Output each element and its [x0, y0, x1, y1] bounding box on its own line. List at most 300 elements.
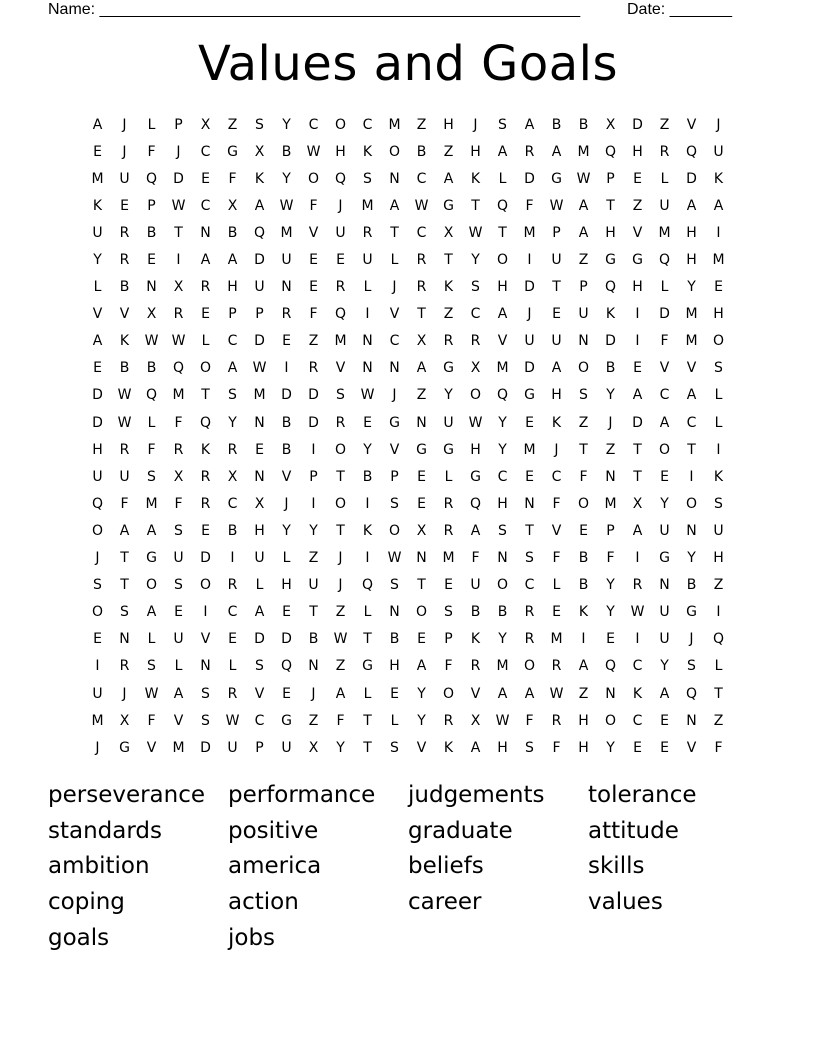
grid-letter: U	[308, 577, 319, 594]
grid-letter: N	[254, 414, 265, 431]
grid-letter: R	[659, 143, 670, 160]
grid-letter: B	[686, 577, 697, 594]
grid-letter: H	[551, 387, 562, 404]
grid-letter: T	[390, 224, 399, 241]
grid-letter: R	[119, 658, 130, 675]
grid-letter: Y	[282, 522, 291, 539]
grid-letter: G	[146, 550, 157, 567]
grid-letter: C	[632, 712, 643, 729]
grid-letter: R	[173, 441, 184, 458]
grid-letter: Q	[145, 170, 158, 187]
grid-letter: M	[550, 631, 563, 648]
grid-row	[84, 545, 732, 572]
grid-letter: H	[389, 658, 400, 675]
grid-letter: I	[311, 441, 316, 458]
grid-letter: W	[495, 712, 510, 729]
grid-letter: W	[144, 685, 159, 702]
word-bank-item: ambition	[48, 853, 150, 880]
grid-letter: B	[227, 224, 238, 241]
grid-letter: F	[174, 495, 183, 512]
grid-letter: E	[174, 604, 183, 621]
grid-letter: L	[714, 658, 723, 675]
grid-letter: H	[713, 550, 724, 567]
grid-letter: A	[92, 116, 103, 133]
grid-letter: U	[281, 252, 292, 269]
grid-letter: Q	[469, 495, 482, 512]
grid-letter: N	[416, 414, 427, 431]
grid-letter: M	[145, 495, 158, 512]
grid-letter: A	[578, 658, 589, 675]
grid-letter: A	[416, 658, 427, 675]
grid-letter: I	[635, 550, 640, 567]
grid-letter: O	[91, 522, 104, 539]
grid-letter: D	[281, 631, 292, 648]
grid-letter: H	[254, 522, 265, 539]
grid-letter: O	[577, 495, 590, 512]
word-bank-item: action	[228, 889, 299, 916]
grid-letter: L	[93, 279, 102, 296]
grid-letter: R	[119, 252, 130, 269]
grid-letter: O	[388, 522, 401, 539]
grid-letter: M	[523, 441, 536, 458]
grid-letter: O	[523, 658, 536, 675]
grid-letter: S	[714, 495, 723, 512]
grid-letter: N	[146, 279, 157, 296]
grid-letter: U	[92, 224, 103, 241]
grid-letter: M	[388, 116, 401, 133]
grid-letter: T	[336, 468, 345, 485]
grid-letter: O	[388, 143, 401, 160]
grid-letter: A	[713, 197, 724, 214]
grid-letter: A	[389, 197, 400, 214]
grid-letter: C	[254, 712, 265, 729]
grid-letter: E	[255, 441, 264, 458]
grid-letter: M	[442, 550, 455, 567]
grid-letter: E	[417, 495, 426, 512]
grid-letter: C	[227, 333, 238, 350]
grid-letter: M	[91, 712, 104, 729]
grid-letter: E	[309, 279, 318, 296]
grid-letter: A	[524, 116, 535, 133]
grid-letter: W	[549, 685, 564, 702]
grid-letter: B	[119, 279, 130, 296]
grid-letter: V	[470, 685, 481, 702]
grid-letter: A	[416, 360, 427, 377]
grid-letter: U	[173, 550, 184, 567]
grid-letter: E	[633, 739, 642, 756]
grid-letter: X	[146, 306, 157, 323]
grid-letter: E	[201, 170, 210, 187]
grid-letter: T	[525, 522, 534, 539]
grid-letter: X	[227, 197, 238, 214]
word-bank-item: perseverance	[48, 782, 206, 808]
grid-letter: Y	[498, 414, 507, 431]
grid-letter: Z	[308, 333, 319, 350]
grid-letter: K	[443, 739, 454, 756]
grid-letter: S	[363, 170, 372, 187]
grid-letter: P	[606, 522, 615, 539]
grid-letter: H	[227, 279, 238, 296]
grid-letter: A	[686, 197, 697, 214]
grid-letter: L	[498, 170, 507, 187]
grid-letter: F	[552, 495, 561, 512]
grid-row	[84, 680, 732, 707]
grid-letter: A	[470, 522, 481, 539]
grid-letter: B	[578, 116, 589, 133]
grid-letter: C	[416, 170, 427, 187]
grid-letter: S	[93, 577, 102, 594]
grid-letter: Y	[444, 387, 453, 404]
grid-letter: N	[524, 495, 535, 512]
grid-letter: J	[122, 143, 127, 160]
grid-letter: A	[335, 685, 346, 702]
grid-letter: L	[147, 631, 156, 648]
grid-letter: Y	[336, 739, 345, 756]
grid-letter: O	[577, 360, 590, 377]
grid-letter: R	[119, 224, 130, 241]
grid-letter: J	[392, 279, 397, 296]
grid-letter: Z	[227, 116, 238, 133]
grid-letter: X	[470, 712, 481, 729]
grid-letter: W	[144, 333, 159, 350]
grid-letter: U	[659, 522, 670, 539]
grid-letter: Q	[685, 143, 698, 160]
grid-letter: F	[147, 441, 156, 458]
grid-letter: N	[578, 333, 589, 350]
grid-letter: O	[496, 577, 509, 594]
grid-letter: K	[254, 170, 265, 187]
grid-letter: A	[578, 197, 589, 214]
grid-letter: D	[524, 170, 535, 187]
grid-letter: U	[443, 414, 454, 431]
grid-letter: L	[552, 577, 561, 594]
grid-row	[84, 707, 732, 734]
grid-letter: V	[173, 712, 184, 729]
grid-letter: R	[281, 306, 292, 323]
grid-letter: R	[632, 577, 643, 594]
grid-letter: H	[578, 712, 589, 729]
grid-row	[84, 355, 732, 382]
grid-letter: Y	[309, 522, 318, 539]
grid-letter: E	[525, 468, 534, 485]
grid-letter: H	[632, 143, 643, 160]
grid-letter: S	[390, 495, 399, 512]
grid-letter: U	[524, 333, 535, 350]
grid-letter: R	[443, 495, 454, 512]
grid-letter: D	[92, 387, 103, 404]
name-line: Name: ______________________________________________________	[48, 1, 581, 18]
grid-letter: R	[443, 522, 454, 539]
grid-letter: Q	[604, 143, 617, 160]
grid-letter: C	[308, 116, 319, 133]
grid-letter: O	[496, 252, 509, 269]
grid-letter: Q	[91, 495, 104, 512]
grid-letter: W	[279, 197, 294, 214]
grid-letter: R	[416, 279, 427, 296]
grid-letter: K	[200, 441, 211, 458]
grid-row	[84, 219, 732, 246]
grid-letter: A	[443, 170, 454, 187]
grid-letter: G	[119, 739, 130, 756]
grid-letter: F	[552, 739, 561, 756]
grid-letter: A	[632, 387, 643, 404]
grid-letter: E	[444, 577, 453, 594]
grid-letter: K	[470, 631, 481, 648]
grid-letter: V	[92, 306, 103, 323]
grid-letter: U	[92, 685, 103, 702]
word-bank	[48, 778, 768, 956]
grid-letter: K	[362, 143, 373, 160]
grid-letter: Q	[280, 658, 293, 675]
grid-letter: G	[470, 468, 481, 485]
grid-letter: E	[390, 685, 399, 702]
grid-letter: O	[685, 495, 698, 512]
grid-letter: F	[120, 495, 129, 512]
grid-letter: V	[686, 116, 697, 133]
grid-letter: E	[660, 468, 669, 485]
grid-letter: T	[471, 197, 480, 214]
grid-letter: N	[119, 631, 130, 648]
grid-letter: J	[716, 116, 721, 133]
grid-letter: S	[498, 522, 507, 539]
grid-letter: D	[686, 170, 697, 187]
grid-letter: Y	[606, 739, 615, 756]
grid-letter: D	[281, 387, 292, 404]
grid-letter: Y	[606, 604, 615, 621]
grid-letter: U	[713, 143, 724, 160]
grid-letter: E	[282, 333, 291, 350]
grid-letter: R	[443, 333, 454, 350]
grid-letter: J	[527, 306, 532, 323]
grid-letter: O	[199, 577, 212, 594]
grid-letter: B	[119, 360, 130, 377]
grid-letter: R	[470, 333, 481, 350]
grid-letter: Y	[660, 658, 669, 675]
grid-letter: L	[282, 550, 291, 567]
grid-letter: V	[389, 441, 400, 458]
grid-letter: G	[632, 252, 643, 269]
grid-letter: P	[552, 224, 561, 241]
grid-letter: I	[365, 495, 370, 512]
grid-letter: Z	[308, 550, 319, 567]
grid-letter: P	[444, 631, 453, 648]
grid-letter: H	[686, 224, 697, 241]
grid-letter: U	[119, 468, 130, 485]
grid-letter: L	[147, 414, 156, 431]
date-line: Date: _______	[627, 1, 732, 18]
grid-letter: O	[91, 604, 104, 621]
grid-letter: N	[281, 279, 292, 296]
grid-letter: Z	[713, 712, 724, 729]
grid-letter: M	[577, 143, 590, 160]
grid-letter: J	[122, 685, 127, 702]
grid-letter: E	[147, 252, 156, 269]
grid-letter: T	[579, 441, 588, 458]
grid-row	[84, 192, 732, 219]
grid-letter: L	[363, 279, 372, 296]
grid-letter: D	[605, 333, 616, 350]
grid-letter: U	[254, 279, 265, 296]
grid-letter: X	[605, 116, 616, 133]
grid-letter: Y	[363, 441, 372, 458]
grid-letter: Q	[334, 306, 347, 323]
grid-letter: O	[442, 685, 455, 702]
grid-letter: E	[660, 739, 669, 756]
grid-letter: N	[686, 712, 697, 729]
grid-letter: J	[176, 143, 181, 160]
grid-letter: F	[309, 306, 318, 323]
grid-letter: N	[362, 360, 373, 377]
grid-letter: I	[635, 333, 640, 350]
grid-letter: Q	[334, 170, 347, 187]
grid-letter: N	[605, 685, 616, 702]
grid-letter: E	[525, 414, 534, 431]
grid-letter: D	[254, 333, 265, 350]
grid-letter: S	[687, 658, 696, 675]
grid-letter: X	[470, 360, 481, 377]
grid-letter: U	[92, 468, 103, 485]
grid-letter: B	[605, 360, 616, 377]
grid-letter: X	[443, 224, 454, 241]
grid-letter: C	[632, 658, 643, 675]
grid-letter: W	[468, 414, 483, 431]
grid-letter: T	[336, 522, 345, 539]
grid-letter: H	[713, 306, 724, 323]
grid-letter: M	[685, 333, 698, 350]
grid-letter: Y	[687, 550, 696, 567]
grid-letter: K	[362, 522, 373, 539]
grid-letter: Q	[685, 685, 698, 702]
grid-letter: S	[147, 658, 156, 675]
grid-letter: M	[253, 387, 266, 404]
grid-letter: O	[415, 604, 428, 621]
grid-letter: H	[632, 279, 643, 296]
grid-letter: U	[659, 631, 670, 648]
grid-row	[84, 301, 732, 328]
word-bank-item: tolerance	[588, 782, 697, 808]
grid-letter: J	[95, 550, 100, 567]
grid-letter: C	[362, 116, 373, 133]
grid-letter: B	[362, 468, 373, 485]
grid-letter: B	[146, 360, 157, 377]
grid-letter: A	[659, 414, 670, 431]
grid-letter: R	[524, 143, 535, 160]
grid-letter: R	[551, 712, 562, 729]
grid-letter: V	[281, 468, 292, 485]
grid-letter: F	[471, 550, 480, 567]
grid-letter: I	[716, 441, 721, 458]
grid-letter: B	[551, 116, 562, 133]
grid-letter: P	[309, 468, 318, 485]
grid-letter: R	[308, 360, 319, 377]
grid-letter: K	[551, 414, 562, 431]
grid-letter: Y	[606, 577, 615, 594]
grid-letter: E	[93, 360, 102, 377]
grid-letter: V	[254, 685, 265, 702]
grid-row	[84, 328, 732, 355]
grid-letter: Y	[660, 495, 669, 512]
grid-letter: A	[254, 604, 265, 621]
grid-letter: H	[335, 143, 346, 160]
grid-letter: U	[227, 739, 238, 756]
grid-row	[84, 626, 732, 653]
grid-letter: A	[200, 252, 211, 269]
grid-letter: Z	[605, 441, 616, 458]
grid-letter: D	[200, 739, 211, 756]
grid-letter: H	[686, 252, 697, 269]
grid-letter: M	[496, 658, 509, 675]
grid-letter: Z	[416, 116, 427, 133]
grid-letter: F	[606, 550, 615, 567]
grid-letter: A	[173, 685, 184, 702]
grid-letter: V	[335, 360, 346, 377]
grid-letter: X	[254, 495, 265, 512]
grid-letter: J	[338, 577, 343, 594]
grid-letter: K	[470, 170, 481, 187]
grid-letter: P	[255, 739, 264, 756]
grid-letter: L	[255, 577, 264, 594]
grid-letter: X	[119, 712, 130, 729]
grid-letter: K	[443, 279, 454, 296]
grid-letter: B	[578, 550, 589, 567]
grid-letter: Z	[416, 387, 427, 404]
grid-letter: M	[685, 306, 698, 323]
grid-letter: V	[119, 306, 130, 323]
grid-letter: Z	[578, 252, 589, 269]
grid-letter: I	[203, 604, 208, 621]
grid-letter: X	[308, 739, 319, 756]
letter-grid	[84, 111, 732, 761]
grid-letter: X	[416, 522, 427, 539]
grid-letter: Q	[658, 252, 671, 269]
grid-letter: E	[201, 522, 210, 539]
grid-letter: M	[91, 170, 104, 187]
grid-letter: E	[336, 252, 345, 269]
grid-letter: H	[281, 577, 292, 594]
grid-letter: R	[227, 441, 238, 458]
grid-row	[84, 490, 732, 517]
word-bank-item: beliefs	[408, 853, 484, 880]
grid-letter: Y	[417, 685, 426, 702]
grid-letter: G	[389, 414, 400, 431]
grid-letter: E	[201, 306, 210, 323]
grid-row	[84, 409, 732, 436]
grid-letter: W	[549, 197, 564, 214]
grid-letter: H	[605, 224, 616, 241]
grid-letter: L	[714, 387, 723, 404]
grid-letter: E	[660, 712, 669, 729]
grid-letter: K	[713, 170, 724, 187]
grid-letter: D	[92, 414, 103, 431]
grid-letter: A	[227, 360, 238, 377]
grid-letter: T	[174, 224, 183, 241]
grid-letter: U	[659, 604, 670, 621]
grid-letter: Z	[632, 197, 643, 214]
grid-letter: E	[417, 631, 426, 648]
grid-letter: S	[390, 577, 399, 594]
grid-letter: O	[334, 495, 347, 512]
grid-letter: E	[282, 685, 291, 702]
grid-letter: Y	[606, 387, 615, 404]
grid-letter: F	[660, 333, 669, 350]
grid-letter: O	[307, 170, 320, 187]
grid-row	[84, 572, 732, 599]
grid-letter: D	[659, 306, 670, 323]
grid-letter: E	[282, 604, 291, 621]
grid-row	[84, 436, 732, 463]
grid-letter: N	[362, 333, 373, 350]
grid-letter: B	[146, 224, 157, 241]
